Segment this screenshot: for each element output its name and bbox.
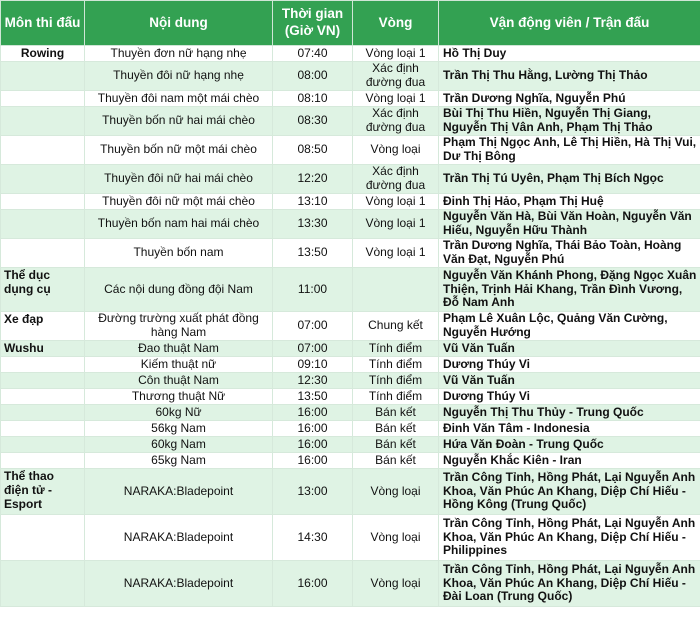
event-cell: Thương thuật Nữ [85, 389, 273, 405]
sport-cell [1, 136, 85, 165]
round-cell: Vòng loại [353, 515, 439, 561]
round-cell: Xác định đường đua [353, 165, 439, 194]
round-cell: Vòng loại [353, 561, 439, 607]
round-cell: Chung kết [353, 312, 439, 341]
time-cell: 13:30 [273, 210, 353, 239]
sport-cell [1, 107, 85, 136]
event-cell: Thuyền bốn nam hai mái chèo [85, 210, 273, 239]
table-row [1, 515, 700, 561]
event-cell: Thuyền đôi nữ một mái chèo [85, 194, 273, 210]
round-cell: Bán kết [353, 405, 439, 421]
sport-cell [1, 561, 85, 607]
time-cell: 09:10 [273, 357, 353, 373]
event-cell: Kiếm thuật nữ [85, 357, 273, 373]
round-cell: Vòng loại 1 [353, 46, 439, 62]
time-cell: 16:00 [273, 437, 353, 453]
athletes-cell: Trần Công Tỉnh, Hồng Phát, Lại Nguyễn Anh Khoa, Văn Phúc An Khang, Diệp Chí Hiếu - Hồng Kông (Trung Quốc) [439, 469, 700, 515]
athletes-cell: Đinh Thị Hảo, Phạm Thị Huệ [439, 194, 700, 210]
event-cell: 60kg Nữ [85, 405, 273, 421]
header-time: Thời gian (Giờ VN) [273, 1, 353, 46]
sport-cell [1, 62, 85, 91]
sport-cell [1, 421, 85, 437]
round-cell: Tính điểm [353, 341, 439, 357]
time-cell: 16:00 [273, 453, 353, 469]
time-cell: 07:40 [273, 46, 353, 62]
sport-cell [1, 389, 85, 405]
sport-cell [1, 357, 85, 373]
round-cell: Vòng loại 1 [353, 239, 439, 268]
event-cell: 60kg Nam [85, 437, 273, 453]
sport-cell [1, 194, 85, 210]
table-row [1, 405, 700, 421]
sport-cell: Thể thao điện tử - Esport [1, 469, 85, 515]
round-cell: Tính điểm [353, 389, 439, 405]
time-cell: 13:00 [273, 469, 353, 515]
athletes-cell: Trần Thị Thu Hằng, Lường Thị Thảo [439, 62, 700, 91]
event-cell: 56kg Nam [85, 421, 273, 437]
table-row [1, 373, 700, 389]
time-cell: 07:00 [273, 341, 353, 357]
time-cell: 16:00 [273, 405, 353, 421]
table-row [1, 389, 700, 405]
event-cell: Thuyền đôi nam một mái chèo [85, 91, 273, 107]
event-cell: Đao thuật Nam [85, 341, 273, 357]
athletes-cell: Dương Thúy Vi [439, 389, 700, 405]
time-cell: 07:00 [273, 312, 353, 341]
athletes-cell: Bùi Thị Thu Hiền, Nguyễn Thị Giang, Nguyễn Thị Vân Anh, Phạm Thị Thảo [439, 107, 700, 136]
event-cell: NARAKA:Bladepoint [85, 561, 273, 607]
event-cell: NARAKA:Bladepoint [85, 515, 273, 561]
sport-cell [1, 210, 85, 239]
sport-cell: Xe đạp [1, 312, 85, 341]
table-row [1, 91, 700, 107]
time-cell: 13:50 [273, 389, 353, 405]
event-cell: Thuyền bốn nữ hai mái chèo [85, 107, 273, 136]
sport-cell [1, 437, 85, 453]
event-cell: Thuyền đôi nữ hạng nhẹ [85, 62, 273, 91]
round-cell: Xác định đường đua [353, 107, 439, 136]
sport-cell: Thể dục dụng cụ [1, 268, 85, 312]
table-row [1, 357, 700, 373]
table-row [1, 136, 700, 165]
table-row [1, 453, 700, 469]
table-row [1, 469, 700, 515]
athletes-cell: Đinh Văn Tâm - Indonesia [439, 421, 700, 437]
round-cell: Tính điểm [353, 357, 439, 373]
athletes-cell: Vũ Văn Tuấn [439, 373, 700, 389]
header-event: Nội dung [85, 1, 273, 46]
athletes-cell: Trần Công Tỉnh, Hồng Phát, Lại Nguyễn Anh Khoa, Văn Phúc An Khang, Diệp Chí Hiếu - Philippines [439, 515, 700, 561]
athletes-cell: Hồ Thị Duy [439, 46, 700, 62]
time-cell: 12:30 [273, 373, 353, 389]
athletes-cell: Nguyễn Văn Khánh Phong, Đặng Ngọc Xuân Thiện, Trịnh Hải Khang, Trần Đình Vương, Đỗ Nam Anh [439, 268, 700, 312]
round-cell: Bán kết [353, 421, 439, 437]
sport-cell [1, 165, 85, 194]
round-cell: Xác định đường đua [353, 62, 439, 91]
sport-cell: Rowing [1, 46, 85, 62]
table-row [1, 46, 700, 62]
sport-cell [1, 239, 85, 268]
athletes-cell: Phạm Thị Ngọc Anh, Lê Thị Hiền, Hà Thị Vui, Dư Thị Bông [439, 136, 700, 165]
event-cell: Thuyền đơn nữ hạng nhẹ [85, 46, 273, 62]
athletes-cell: Nguyễn Văn Hà, Bùi Văn Hoàn, Nguyễn Văn Hiếu, Nguyễn Hữu Thành [439, 210, 700, 239]
athletes-cell: Hứa Văn Đoàn - Trung Quốc [439, 437, 700, 453]
round-cell: Vòng loại [353, 469, 439, 515]
time-cell: 16:00 [273, 561, 353, 607]
time-cell: 08:30 [273, 107, 353, 136]
athletes-cell: Phạm Lê Xuân Lộc, Quảng Văn Cường, Nguyễn Hướng [439, 312, 700, 341]
event-cell: NARAKA:Bladepoint [85, 469, 273, 515]
event-cell: Thuyền bốn nam [85, 239, 273, 268]
sport-cell [1, 405, 85, 421]
athletes-cell: Trần Thị Tú Uyên, Phạm Thị Bích Ngọc [439, 165, 700, 194]
time-cell: 13:10 [273, 194, 353, 210]
round-cell: Vòng loại 1 [353, 210, 439, 239]
athletes-cell: Dương Thúy Vi [439, 357, 700, 373]
table-row [1, 312, 700, 341]
table-row [1, 268, 700, 312]
round-cell: Bán kết [353, 453, 439, 469]
event-cell: Thuyền bốn nữ một mái chèo [85, 136, 273, 165]
round-cell [353, 268, 439, 312]
athletes-cell: Trần Dương Nghĩa, Thái Bảo Toàn, Hoàng Văn Đạt, Nguyễn Phú [439, 239, 700, 268]
athletes-cell: Trần Dương Nghĩa, Nguyễn Phú [439, 91, 700, 107]
table-row [1, 341, 700, 357]
round-cell: Tính điểm [353, 373, 439, 389]
time-cell: 08:10 [273, 91, 353, 107]
time-cell: 16:00 [273, 421, 353, 437]
event-cell: 65kg Nam [85, 453, 273, 469]
round-cell: Vòng loại 1 [353, 194, 439, 210]
sport-cell [1, 373, 85, 389]
table-row [1, 421, 700, 437]
athletes-cell: Trần Công Tỉnh, Hồng Phát, Lại Nguyễn Anh Khoa, Văn Phúc An Khang, Diệp Chí Hiếu - Đài Loan (Trung Quốc) [439, 561, 700, 607]
time-cell: 13:50 [273, 239, 353, 268]
time-cell: 14:30 [273, 515, 353, 561]
header-athletes: Vận động viên / Trận đấu [439, 1, 700, 46]
header-sport: Môn thi đấu [1, 1, 85, 46]
round-cell: Vòng loại [353, 136, 439, 165]
athletes-cell: Nguyễn Khắc Kiên - Iran [439, 453, 700, 469]
round-cell: Bán kết [353, 437, 439, 453]
event-cell: Đường trường xuất phát đồng hàng Nam [85, 312, 273, 341]
table-row [1, 561, 700, 607]
sport-cell [1, 453, 85, 469]
event-cell: Các nội dung đồng đội Nam [85, 268, 273, 312]
header-row [1, 1, 700, 46]
event-cell: Thuyền đôi nữ hai mái chèo [85, 165, 273, 194]
table-row [1, 210, 700, 239]
athletes-cell: Nguyễn Thị Thu Thủy - Trung Quốc [439, 405, 700, 421]
time-cell: 12:20 [273, 165, 353, 194]
round-cell: Vòng loại 1 [353, 91, 439, 107]
sport-cell [1, 515, 85, 561]
table-row [1, 107, 700, 136]
athletes-cell: Vũ Văn Tuấn [439, 341, 700, 357]
time-cell: 11:00 [273, 268, 353, 312]
table-row [1, 165, 700, 194]
time-cell: 08:00 [273, 62, 353, 91]
table-row [1, 239, 700, 268]
sport-cell: Wushu [1, 341, 85, 357]
sport-cell [1, 91, 85, 107]
header-round: Vòng [353, 1, 439, 46]
table-row [1, 62, 700, 91]
table-row [1, 194, 700, 210]
table-row [1, 437, 700, 453]
time-cell: 08:50 [273, 136, 353, 165]
event-cell: Côn thuật Nam [85, 373, 273, 389]
